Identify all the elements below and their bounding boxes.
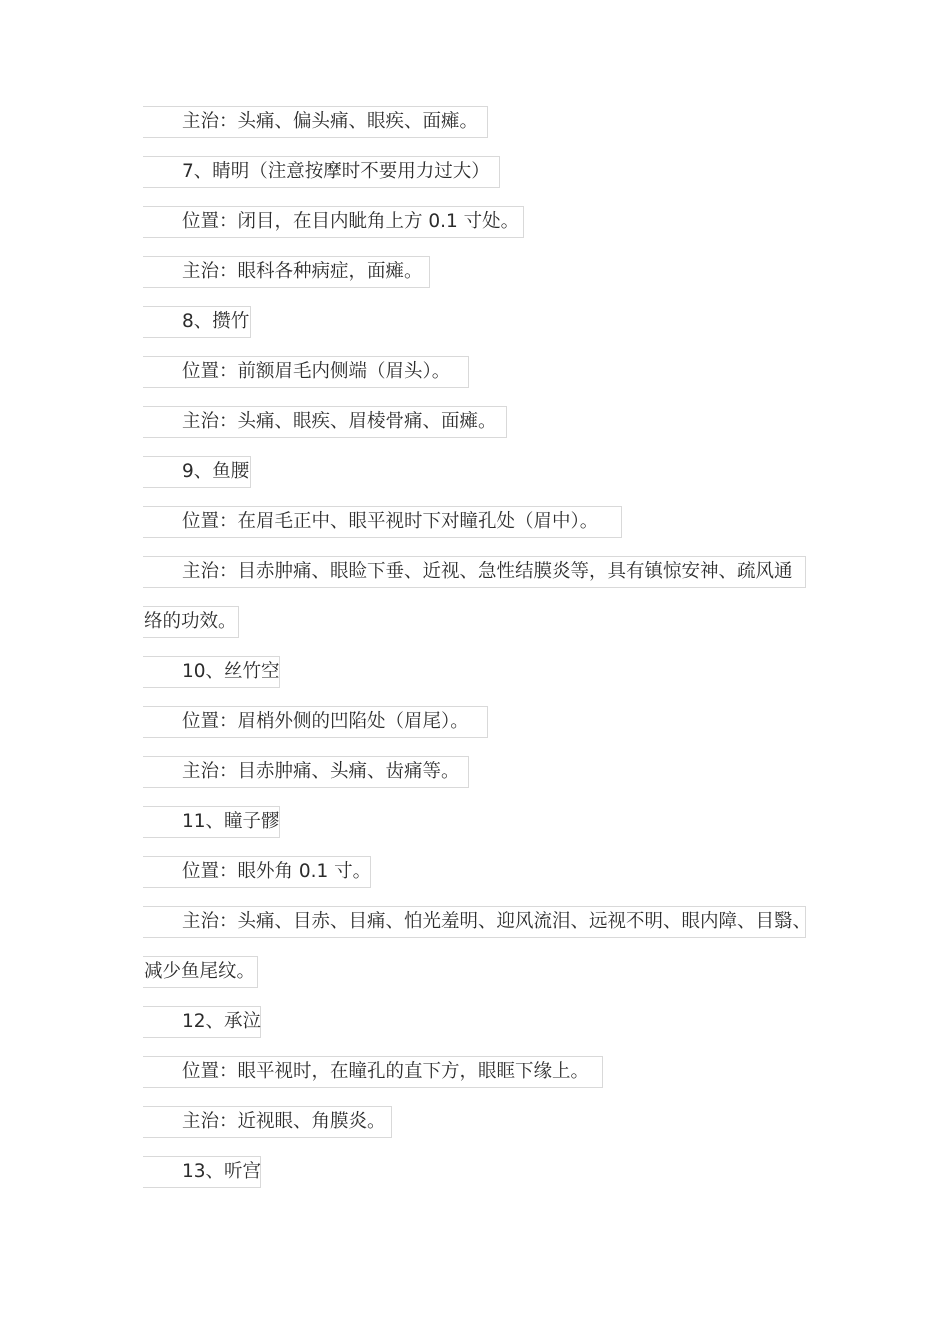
text-line bbox=[143, 106, 488, 138]
line-text: 位置：闭目，在目内眦角上方 0.1 寸处。 bbox=[182, 211, 520, 232]
section-heading bbox=[143, 806, 280, 838]
line-text: 主治：目赤肿痛、眼睑下垂、近视、急性结膜炎等，具有镇惊安神、疏风通 bbox=[182, 561, 793, 582]
text-line bbox=[143, 206, 524, 238]
line-text: 位置：眼外角 0.1 寸。 bbox=[182, 861, 372, 882]
line-text: 主治：目赤肿痛、头痛、齿痛等。 bbox=[182, 761, 460, 782]
text-line bbox=[143, 1056, 603, 1088]
text-line-continuation bbox=[143, 956, 258, 988]
line-text: 11、瞳子髎 bbox=[182, 811, 280, 832]
section-heading bbox=[143, 156, 500, 188]
text-line bbox=[143, 356, 469, 388]
line-text: 主治：头痛、目赤、目痛、怕光羞明、迎风流泪、远视不明、眼内障、目翳、 bbox=[182, 911, 812, 932]
line-text: 主治：头痛、眼疾、眉棱骨痛、面瘫。 bbox=[182, 411, 497, 432]
text-line bbox=[143, 406, 507, 438]
line-text: 9、鱼腰 bbox=[182, 461, 250, 482]
line-text: 主治：近视眼、角膜炎。 bbox=[182, 1111, 386, 1132]
text-line bbox=[143, 506, 622, 538]
line-text: 13、听宫 bbox=[182, 1161, 262, 1182]
line-text: 络的功效。 bbox=[144, 611, 237, 632]
line-text: 位置：在眉毛正中、眼平视时下对瞳孔处（眉中）。 bbox=[182, 511, 599, 532]
line-text: 8、攒竹 bbox=[182, 311, 250, 332]
line-text: 减少鱼尾纹。 bbox=[144, 961, 256, 982]
text-line bbox=[143, 906, 812, 938]
section-heading bbox=[143, 306, 251, 338]
section-heading bbox=[143, 456, 251, 488]
text-line bbox=[143, 1106, 392, 1138]
text-line-continuation bbox=[143, 606, 239, 638]
line-text: 12、承泣 bbox=[182, 1011, 262, 1032]
text-line bbox=[143, 256, 430, 288]
line-text: 位置：眉梢外侧的凹陷处（眉尾）。 bbox=[182, 711, 469, 732]
line-text: 主治：眼科各种病症，面瘫。 bbox=[182, 261, 423, 282]
section-heading bbox=[143, 1156, 261, 1188]
text-line bbox=[143, 856, 371, 888]
line-text: 10、丝竹空 bbox=[182, 661, 280, 682]
text-line bbox=[143, 756, 469, 788]
line-text: 7、睛明（注意按摩时不要用力过大） bbox=[182, 161, 490, 182]
section-heading bbox=[143, 656, 280, 688]
line-text: 主治：头痛、偏头痛、眼疾、面瘫。 bbox=[182, 111, 479, 132]
text-line bbox=[143, 706, 488, 738]
line-text: 位置：眼平视时，在瞳孔的直下方，眼眶下缘上。 bbox=[182, 1061, 590, 1082]
line-text: 位置：前额眉毛内侧端（眉头）。 bbox=[182, 361, 451, 382]
section-heading bbox=[143, 1006, 261, 1038]
text-line bbox=[143, 556, 806, 588]
